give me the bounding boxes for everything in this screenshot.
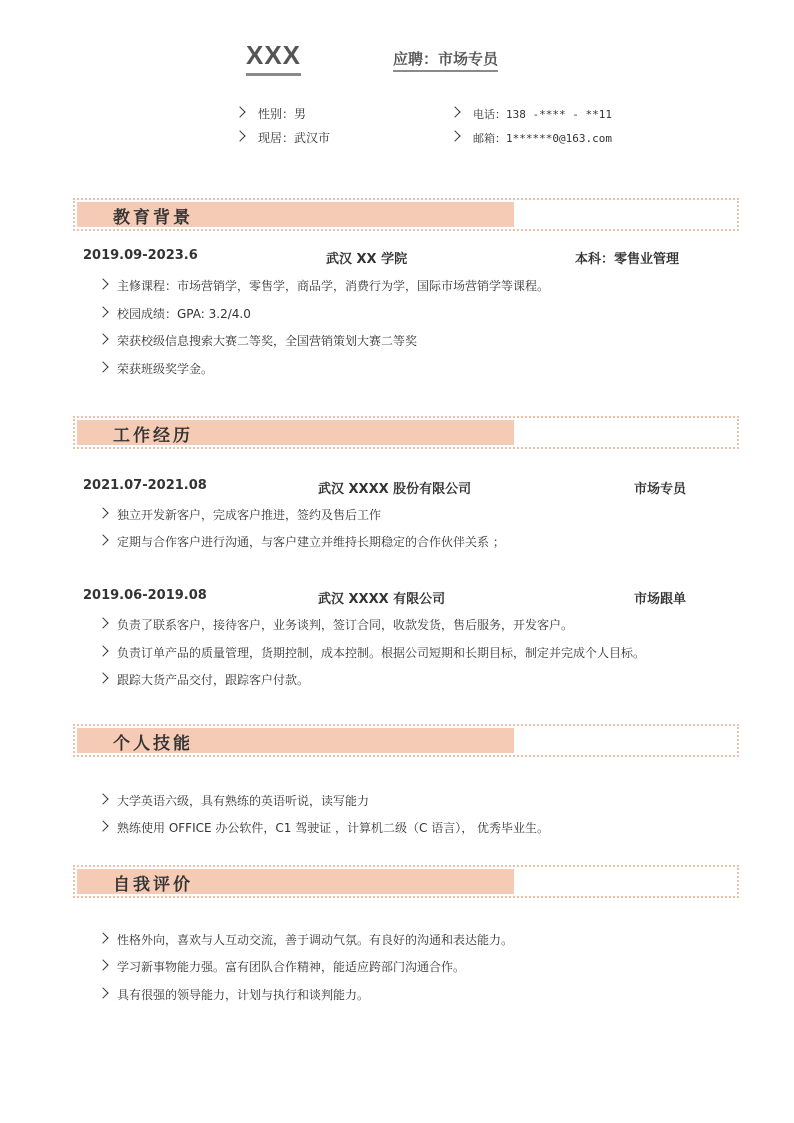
job-role: 市场专员 [634, 482, 687, 497]
list-item: 荣获校级信息搜索大赛二等奖，全国营销策划大赛二等奖 [117, 334, 418, 348]
list-item: 熟练使用 OFFICE 办公软件，C1 驾驶证 ，计算机二级（C 语言）， 优秀毕业生。 [117, 821, 550, 835]
job-company: 武汉 XXXX 股份有限公司 [318, 482, 472, 497]
list-item: 负责了联系客户，接待客户，业务谈判，签订合同，收款发货，售后服务，开发客户。 [117, 618, 574, 632]
chevron-right-icon [97, 617, 108, 628]
chevron-right-icon [97, 333, 108, 344]
education-title: 教育背景 [113, 208, 193, 228]
work-section-header [73, 416, 739, 449]
candidate-name: XXX [246, 40, 301, 76]
chevron-right-icon [97, 820, 108, 831]
gender-info: 性别：男 [258, 107, 307, 121]
chevron-right-icon [97, 361, 108, 372]
list-item: 荣获班级奖学金。 [117, 362, 214, 376]
list-item: 独立开发新客户，完成客户推进，签约及售后工作 [117, 508, 382, 522]
list-item: 跟踪大货产品交付，跟踪客户付款。 [117, 673, 310, 687]
chevron-right-icon [234, 106, 245, 117]
chevron-right-icon [97, 987, 108, 998]
chevron-right-icon [97, 278, 108, 289]
chevron-right-icon [97, 793, 108, 804]
skills-section-header [73, 724, 739, 757]
education-school: 武汉 XX 学院 [326, 252, 408, 267]
chevron-right-icon [97, 959, 108, 970]
list-item: 大学英语六级，具有熟练的英语听说，读写能力 [117, 794, 370, 808]
chevron-right-icon [97, 932, 108, 943]
chevron-right-icon [97, 306, 108, 317]
residence-info: 现居：武汉市 [258, 131, 331, 145]
education-degree: 本科：零售业管理 [575, 252, 680, 267]
chevron-right-icon [97, 672, 108, 683]
job-company: 武汉 XXXX 有限公司 [318, 592, 446, 607]
apply-position: 应聘：市场专员 [393, 48, 498, 72]
skills-title: 个人技能 [113, 734, 193, 754]
list-item: 定期与合作客户进行沟通，与客户建立并维持长期稳定的合作伙伴关系 ； [117, 535, 505, 549]
list-item: 负责订单产品的质量管理，货期控制，成本控制。根据公司短期和长期目标，制定并完成个人目标。 [117, 646, 646, 660]
list-item: 校园成绩：GPA: 3.2/4.0 [117, 307, 251, 321]
chevron-right-icon [97, 534, 108, 545]
work-title: 工作经历 [113, 426, 193, 446]
chevron-right-icon [97, 645, 108, 656]
self-eval-section-header [73, 865, 739, 898]
education-section-header [73, 198, 739, 231]
self-eval-title: 自我评价 [113, 875, 193, 895]
phone-info: 电话：138 -**** - **11 [473, 108, 612, 121]
email-info: 邮箱：1******0@163.com [473, 132, 612, 145]
chevron-right-icon [449, 106, 460, 117]
chevron-right-icon [234, 130, 245, 141]
job-period: 2019.06-2019.08 [83, 588, 207, 603]
list-item: 具有很强的领导能力，计划与执行和谈判能力。 [117, 988, 370, 1002]
chevron-right-icon [449, 130, 460, 141]
list-item: 学习新事物能力强。富有团队合作精神，能适应跨部门沟通合作。 [117, 960, 466, 974]
job-role: 市场跟单 [634, 592, 687, 607]
job-period: 2021.07-2021.08 [83, 478, 207, 493]
list-item: 主修课程：市场营销学，零售学，商品学，消费行为学，国际市场营销学等课程。 [117, 279, 550, 293]
education-period: 2019.09-2023.6 [83, 248, 198, 263]
chevron-right-icon [97, 507, 108, 518]
list-item: 性格外向，喜欢与人互动交流，善于调动气氛。有良好的沟通和表达能力。 [117, 933, 514, 947]
